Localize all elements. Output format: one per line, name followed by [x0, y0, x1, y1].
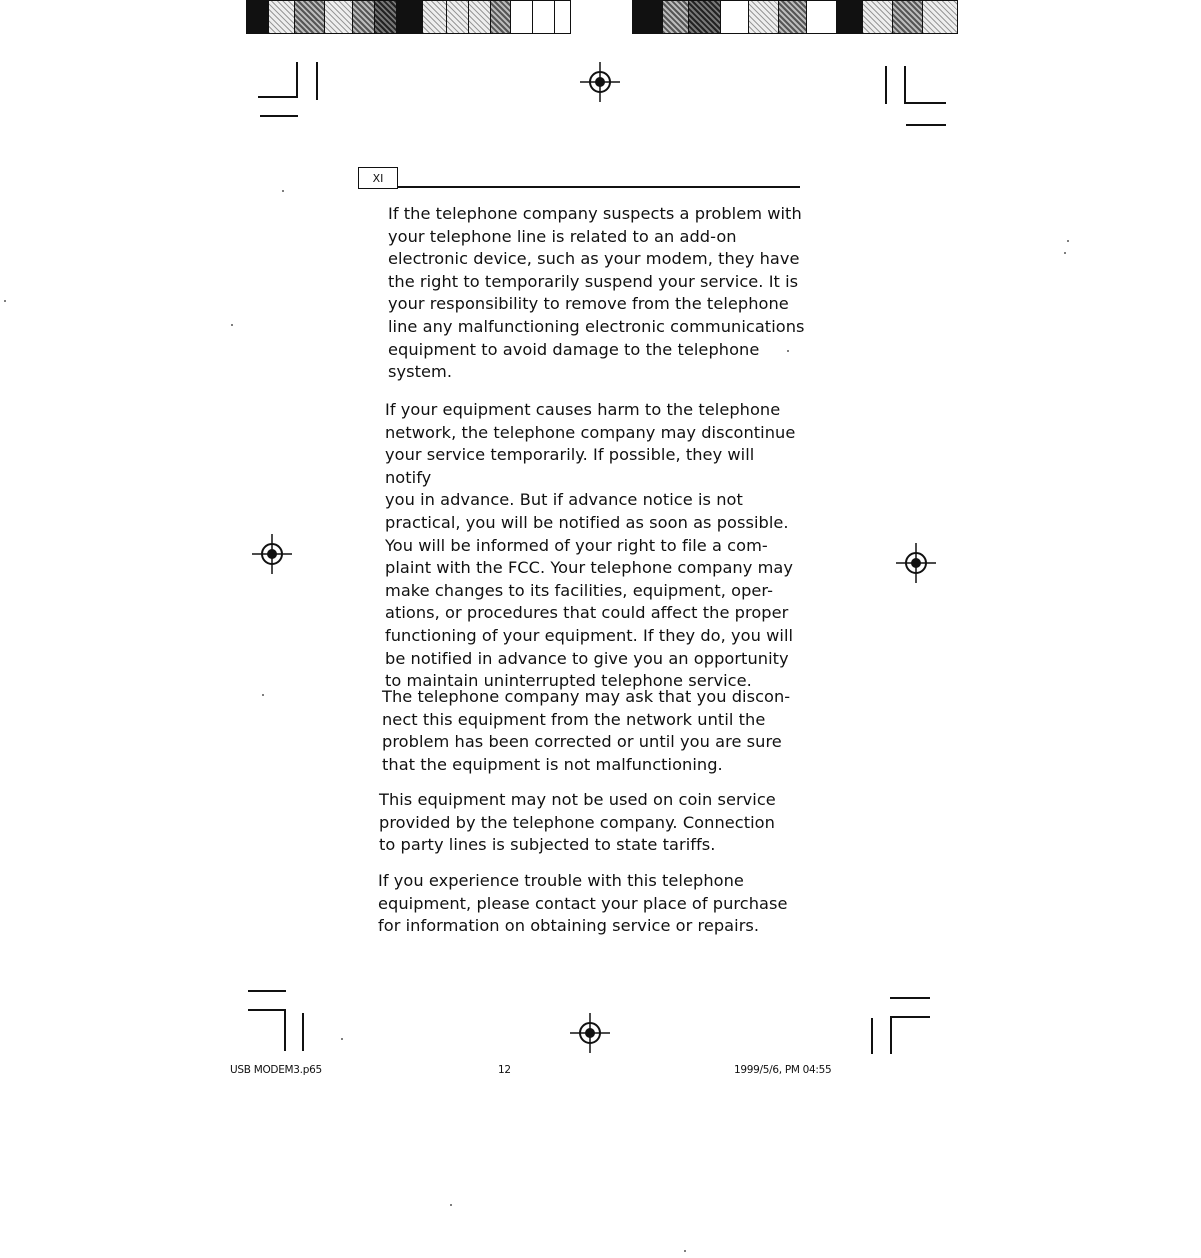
scan-speck [787, 350, 789, 352]
footer-timestamp: 1999/5/6, PM 04:55 [734, 1064, 832, 1076]
registration-mark-icon [896, 543, 936, 583]
scan-speck [262, 694, 264, 696]
paragraph: This equipment may not be used on coin service provided by the telephone company. Connection to party lines is subjected to state tariffs. [379, 790, 776, 855]
scan-speck [4, 300, 6, 302]
paragraph: If you experience trouble with this telephone equipment, please contact your place of purchase for information on obtaining service or repairs. [378, 871, 788, 936]
paragraph: The telephone company may ask that you discon- nect this equipment from the network until the problem has been corrected or until you are sure that the equipment is not malfunctioning. [382, 687, 791, 774]
registration-mark-icon [570, 1013, 610, 1053]
scan-speck [282, 190, 284, 192]
scan-speck [231, 324, 233, 326]
scan-speck [341, 1038, 343, 1040]
scan-speck [450, 1204, 452, 1206]
paragraph: If the telephone company suspects a problem with your telephone line is related to an add-on electronic device, such as your modem, they have the right to temporarily suspend your service. It is your responsibility to remove from the telephone line any malfunctioning electronic communications equipment to avoid damage to the telephone system. [388, 204, 805, 382]
color-bar-strip-left [246, 0, 571, 34]
color-bar-strip-right [632, 0, 958, 34]
header-rule [398, 186, 800, 188]
footer-page-number: 12 [498, 1064, 511, 1076]
paragraph: If your equipment causes harm to the telephone network, the telephone company may discontinue your service temporarily. If possible, they will notify you in advance. But if advance notice is not practical, you will be notified as soon as possible. You will be informed of your right to file a com- plaint with the FCC. Your telephone company may make changes to its facilities, equipment, oper- ations, or procedures that could affect the proper functioning of your equipment. If they do, you will be notified in advance to give you an opportunity to maintain uninterrupted telephone service. [385, 400, 796, 691]
scan-speck [684, 1250, 686, 1252]
registration-mark-icon [252, 534, 292, 574]
registration-mark-icon [580, 62, 620, 102]
scan-speck [1064, 252, 1066, 254]
scan-speck [1067, 240, 1069, 242]
footer-filename: USB MODEM3.p65 [230, 1064, 322, 1076]
section-label: XI [358, 167, 398, 189]
